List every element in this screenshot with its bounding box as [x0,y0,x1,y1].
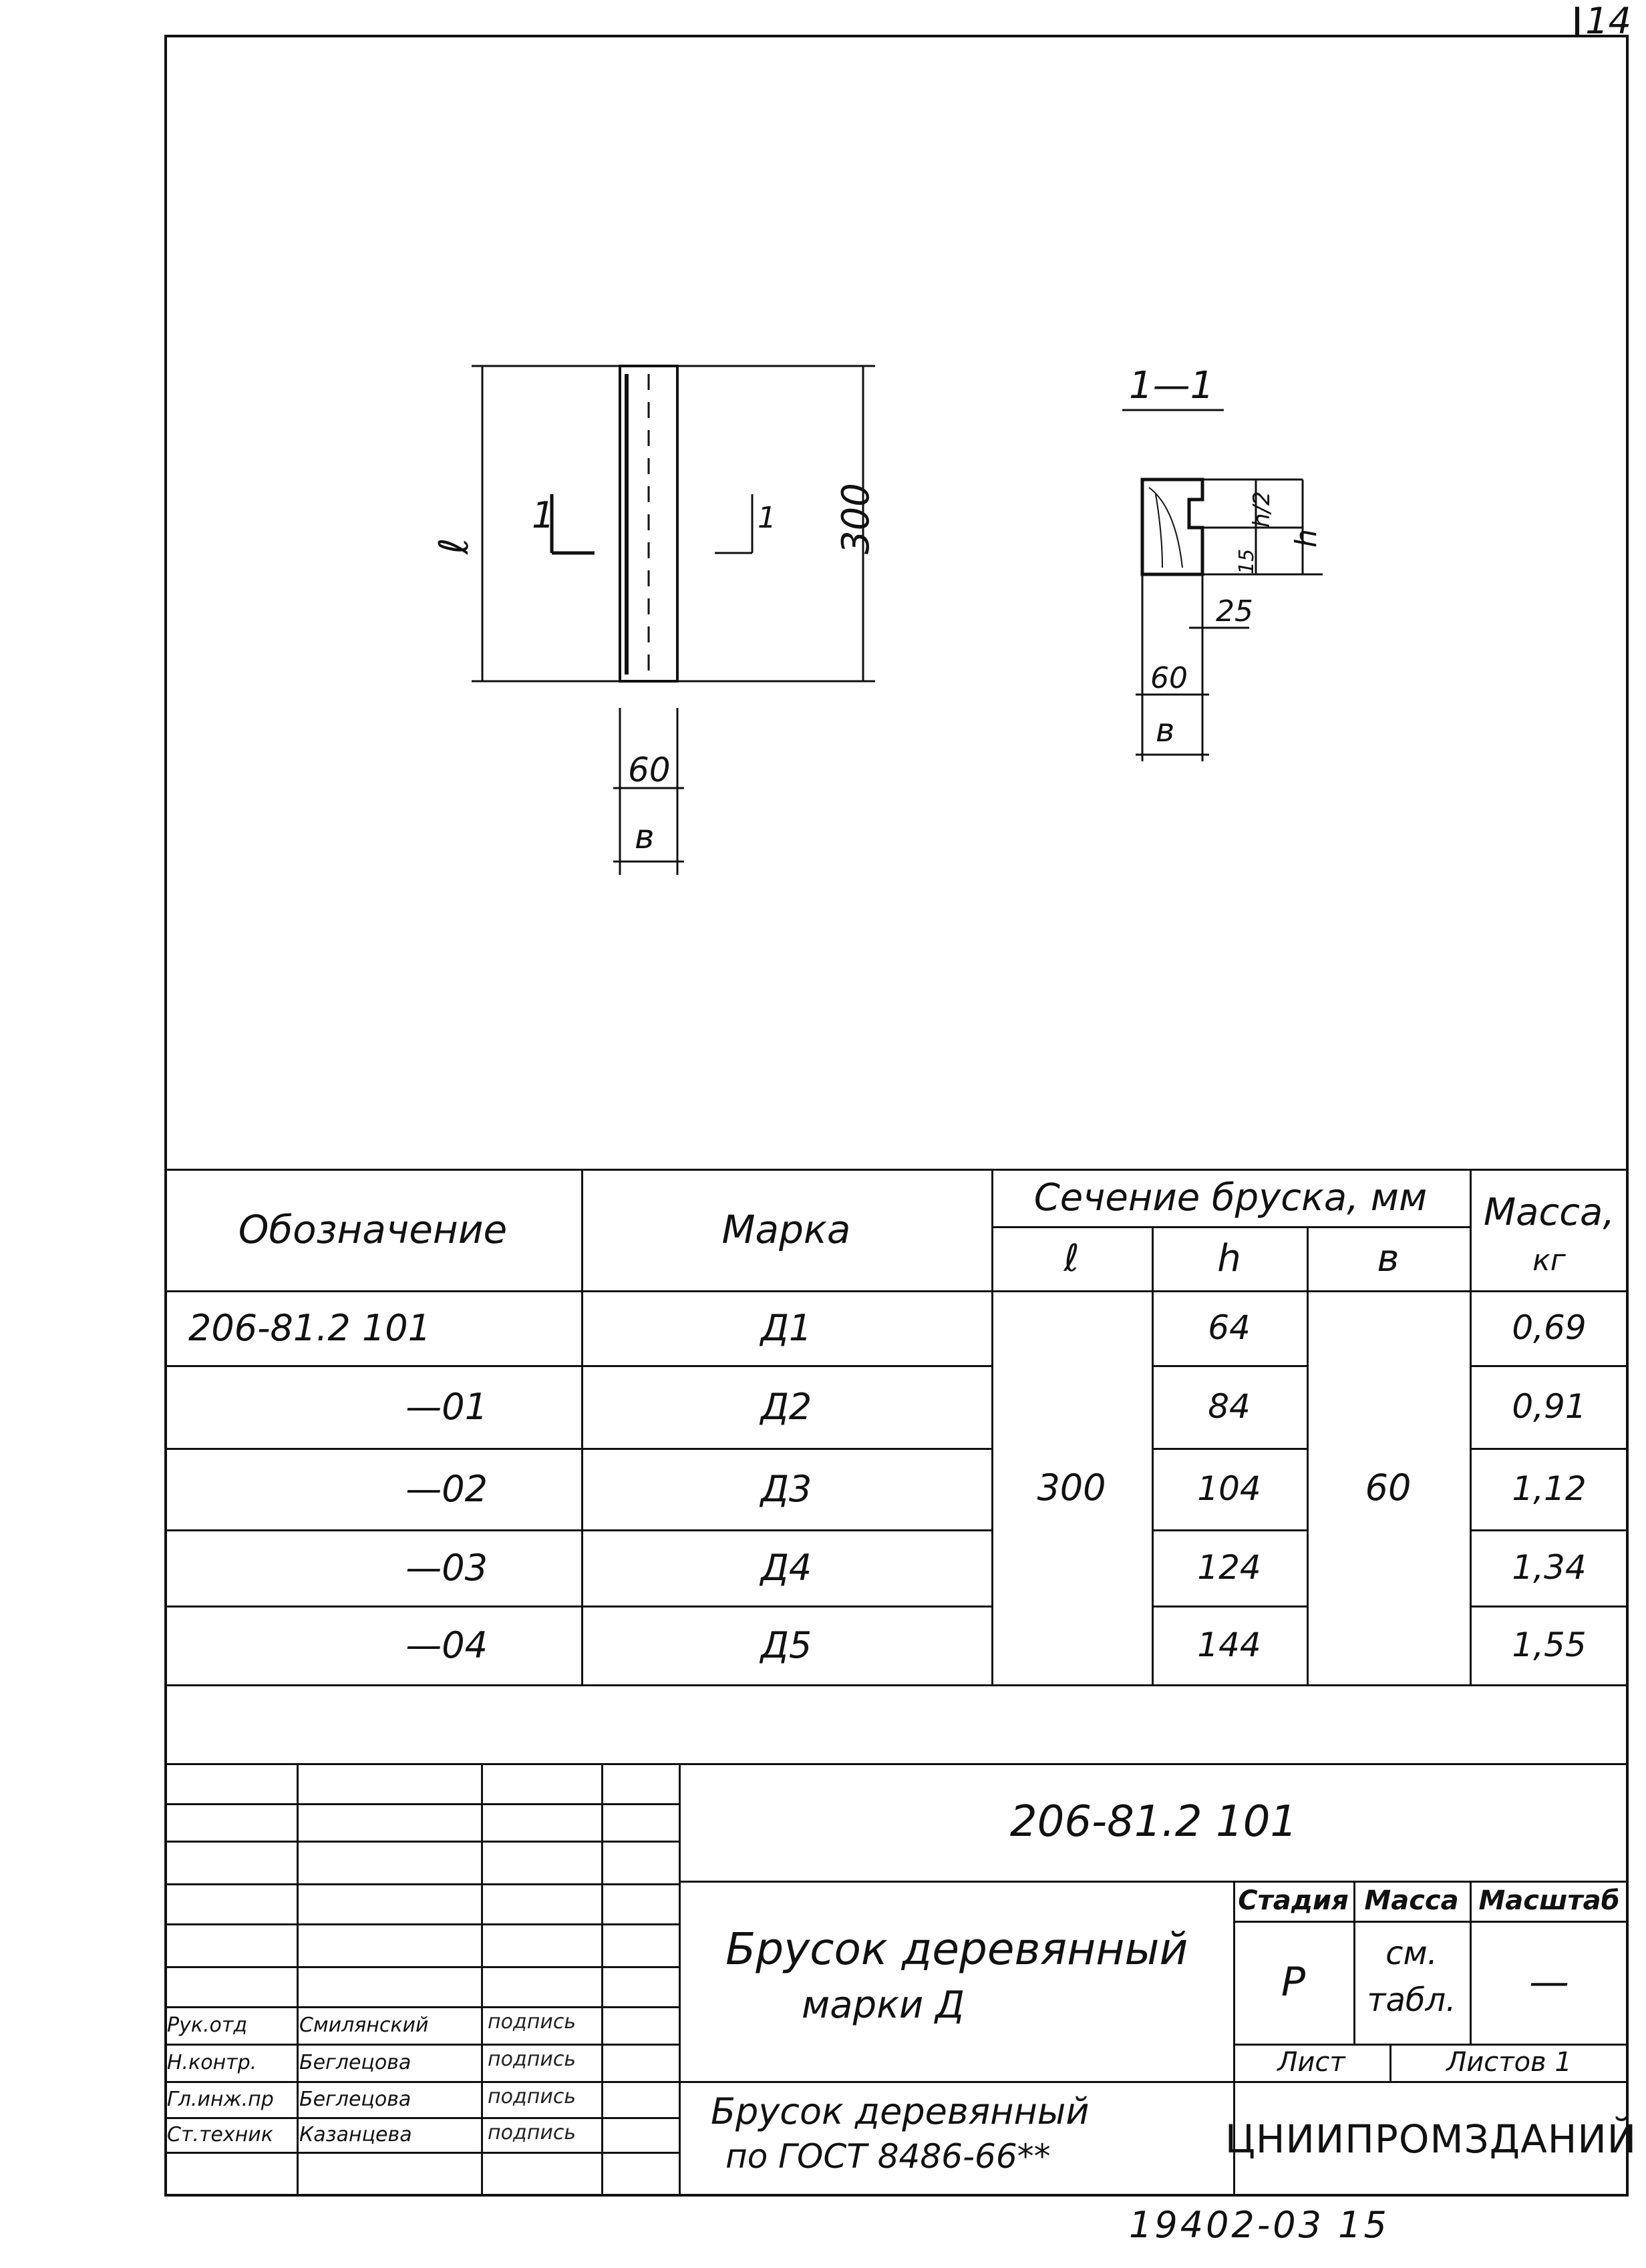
row-designation: —02 [405,1467,488,1510]
mass-value-line1: см. [1385,1935,1438,1972]
staff-role: Н.контр. [167,2050,257,2074]
staff-name: Смилянский [299,2013,429,2037]
sheet-label: Лист [1277,2047,1345,2078]
row-h: 84 [1208,1387,1251,1426]
stage-value: Р [1281,1959,1306,2006]
material-line2: по ГОСТ 8486-66** [725,2137,1051,2176]
mass-label: Масса [1364,1885,1459,1916]
dim-l-label: ℓ [431,538,478,554]
scale-value: — [1529,1959,1569,2006]
title-line1: Брусок деревянный [725,1923,1188,1975]
row-mark: Д1 [760,1306,812,1349]
sheets-label: Листов 1 [1446,2047,1572,2078]
dim-b-label: в [635,817,655,856]
header-mark: Марка [721,1207,851,1252]
section-dim-h: h [1289,529,1323,548]
header-col-h: h [1217,1236,1241,1280]
staff-name: Казанцева [299,2122,412,2146]
staff-signature: подпись [488,2121,576,2144]
staff-name: Беглецова [299,2087,412,2111]
stage-label: Стадия [1238,1885,1349,1916]
merged-b-value: 60 [1365,1466,1412,1509]
title-line2: марки Д [802,1983,965,2027]
material-line1: Брусок деревянный [711,2090,1090,2132]
row-mark: Д5 [760,1624,812,1666]
staff-role: Ст.техник [167,2122,273,2146]
row-designation: —04 [405,1624,488,1666]
row-mark: Д2 [760,1385,812,1428]
doc-code: 206-81.2 101 [1009,1797,1298,1847]
staff-signature: подпись [488,2048,576,2071]
row-mass: 0,91 [1512,1387,1587,1426]
row-mass: 0,69 [1512,1308,1587,1347]
row-h: 104 [1197,1469,1261,1508]
organization: ЦНИИПРОМЗДАНИЙ [1224,2116,1637,2162]
section-dim-h-half: h/2 [1249,491,1275,528]
header-designation: Обозначение [238,1207,508,1252]
section-dim-b: в [1156,712,1175,749]
scale-label: Масштаб [1478,1885,1620,1916]
row-h: 144 [1197,1626,1261,1664]
row-mass: 1,12 [1512,1469,1587,1508]
row-mass: 1,55 [1512,1626,1587,1664]
row-h: 124 [1197,1548,1261,1587]
dim-300-label: 300 [834,483,878,554]
section-dim-15: 15 [1235,548,1259,574]
header-mass-unit: кг [1532,1243,1566,1278]
mass-value-line2: табл. [1367,1981,1456,2019]
cut-mark-left: 1 [532,494,555,536]
staff-role: Гл.инж.пр [167,2087,274,2111]
header-section: Сечение бруска, мм [1033,1175,1428,1219]
row-designation: —03 [405,1546,488,1589]
archive-number: 19402-03 15 [1129,2204,1389,2246]
row-designation: 206-81.2 101 [188,1306,432,1349]
row-mark: Д4 [760,1546,812,1589]
sheet-number: 14 [1585,0,1631,42]
merged-l-value: 300 [1037,1466,1106,1509]
staff-name: Беглецова [299,2050,412,2074]
staff-signature: подпись [488,2010,576,2034]
row-mass: 1,34 [1512,1548,1587,1587]
section-dim-60: 60 [1150,661,1188,695]
dim-60-label: 60 [628,751,671,789]
cut-mark-right: 1 [758,501,776,535]
row-mark: Д3 [760,1467,812,1510]
header-col-l: ℓ [1063,1236,1080,1280]
header-col-b: в [1377,1236,1400,1280]
staff-signature: подпись [488,2085,576,2108]
section-dim-25: 25 [1216,594,1253,628]
staff-role: Рук.отд [167,2013,248,2037]
section-title: 1—1 [1129,364,1214,407]
row-designation: —01 [405,1385,488,1428]
row-h: 64 [1208,1308,1251,1347]
header-mass: Масса, [1483,1190,1615,1234]
